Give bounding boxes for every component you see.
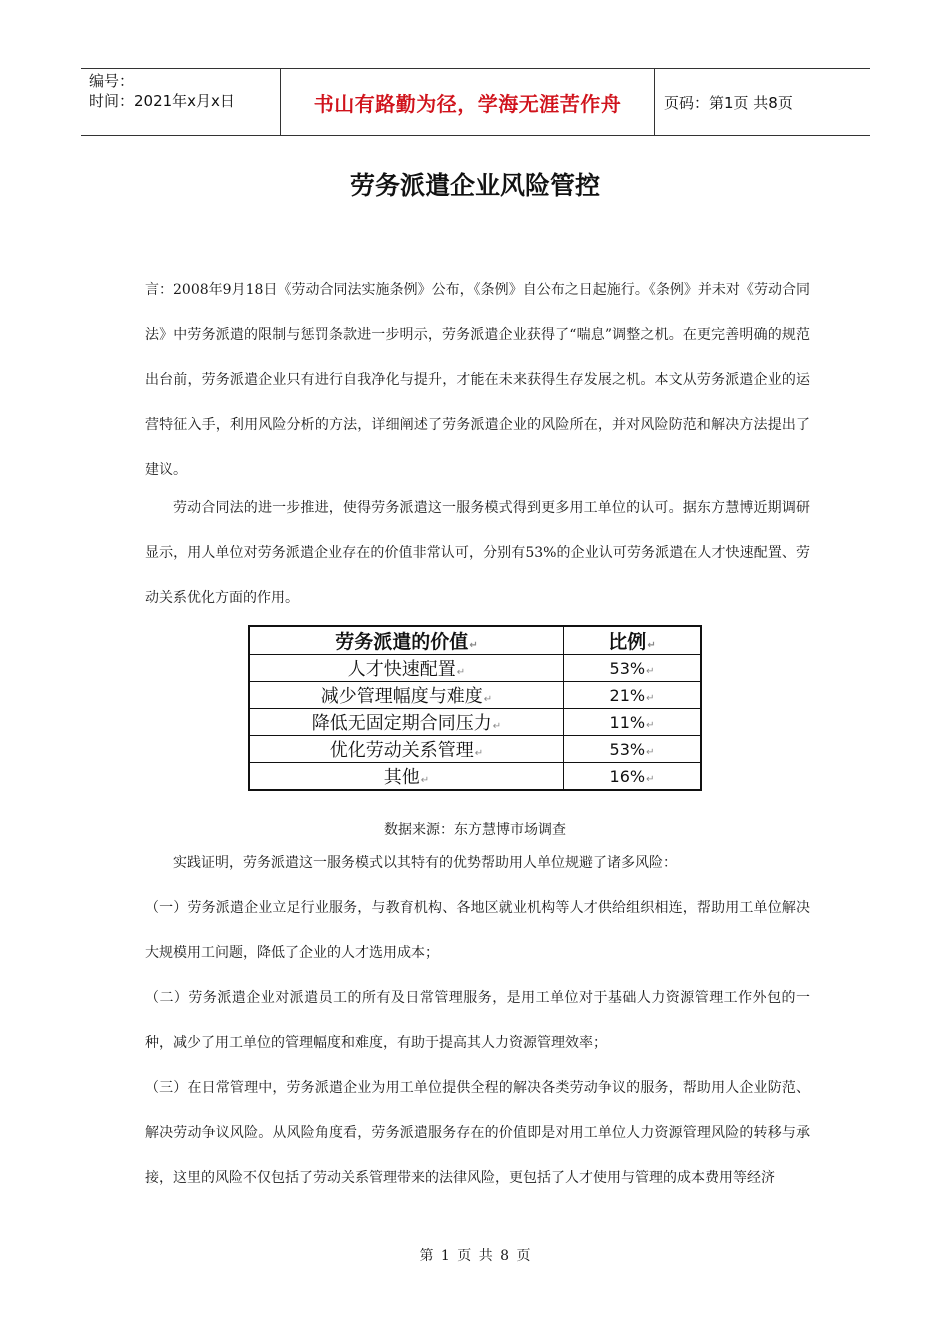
- data-source-caption: 数据来源：东方慧博市场调查: [384, 822, 566, 838]
- point-two-paragraph: （二）劳务派遣企业对派遣员工的所有及日常管理服务，是用工单位对于基础人力资源管理工作外包的一种，减少了用工单位的管理幅度和难度，有助于提高其人力资源管理效率；: [145, 990, 810, 1051]
- table-header-row: [249, 626, 701, 655]
- table-row: [249, 655, 701, 682]
- header-page-info: 页码：第1页 共8页: [664, 93, 793, 112]
- value-table: [248, 625, 702, 791]
- number-label: 编号：: [89, 72, 135, 90]
- practice-paragraph: 实践证明，劳务派遣这一服务模式以其特有的优势帮助用人单位规避了诸多风险：: [173, 855, 677, 871]
- table-cell: 降低无固定期合同压力↵: [249, 709, 564, 736]
- table-cell: 优化劳动关系管理↵: [249, 736, 564, 763]
- point-one-paragraph: （一）劳务派遣企业立足行业服务，与教育机构、各地区就业机构等人才供给组织相连，帮助用工单位解决大规模用工问题，降低了企业的人才选用成本；: [145, 900, 810, 961]
- table-row: [249, 763, 701, 791]
- survey-paragraph: 劳动合同法的进一步推进，使得劳务派遣这一服务模式得到更多用工单位的认可。据东方慧博近期调研显示，用人单位对劳务派遣企业存在的价值非常认可，分别有53%的企业认可劳务派遣在人才快速配置、劳动关系优化方面的作用。: [145, 500, 810, 606]
- table-cell: 16%↵: [564, 763, 702, 791]
- document-header: [81, 68, 870, 136]
- table-row: [249, 682, 701, 709]
- table-cell: 21%↵: [564, 682, 702, 709]
- table-row: [249, 736, 701, 763]
- table-cell: 其他↵: [249, 763, 564, 791]
- point-three-paragraph: （三）在日常管理中，劳务派遣企业为用工单位提供全程的解决各类劳动争议的服务，帮助用人企业防范、解决劳动争议风险。从风险角度看，劳务派遣服务存在的价值即是对用工单位人力资源管理风险的转移与承接，这里的风险不仅包括了劳动关系管理带来的法律风险，更包括了人才使用与管理的成本费用等经济: [145, 1080, 810, 1186]
- table-cell: 53%↵: [564, 655, 702, 682]
- table-header-cell: 比例↵: [564, 626, 702, 655]
- table-header-cell: 劳务派遣的价值↵: [249, 626, 564, 655]
- header-meta: [81, 69, 281, 135]
- header-motto: 书山有路勤为径，学海无涯苦作舟: [281, 69, 655, 135]
- table-cell: 11%↵: [564, 709, 702, 736]
- time-label: 时间：2021年x月x日: [89, 92, 235, 110]
- table-row: [249, 709, 701, 736]
- table-cell: 减少管理幅度与难度↵: [249, 682, 564, 709]
- page-footer: 第 1 页 共 8 页: [419, 1248, 531, 1264]
- intro-paragraph: 言：2008年9月18日《劳动合同法实施条例》公布，《条例》自公布之日起施行。《条例》并未对《劳动合同法》中劳务派遣的限制与惩罚条款进一步明示，劳务派遣企业获得了“喘息”调整之机。在更完善明确的规范出台前，劳务派遣企业只有进行自我净化与提升，才能在未来获得生存发展之机。本文从劳务派遣企业的运营特征入手，利用风险分析的方法，详细阐述了劳务派遣企业的风险所在，并对风险防范和解决方法提出了建议。: [145, 282, 810, 478]
- table-cell: 人才快速配置↵: [249, 655, 564, 682]
- table-cell: 53%↵: [564, 736, 702, 763]
- document-title: 劳务派遣企业风险管控: [349, 171, 600, 200]
